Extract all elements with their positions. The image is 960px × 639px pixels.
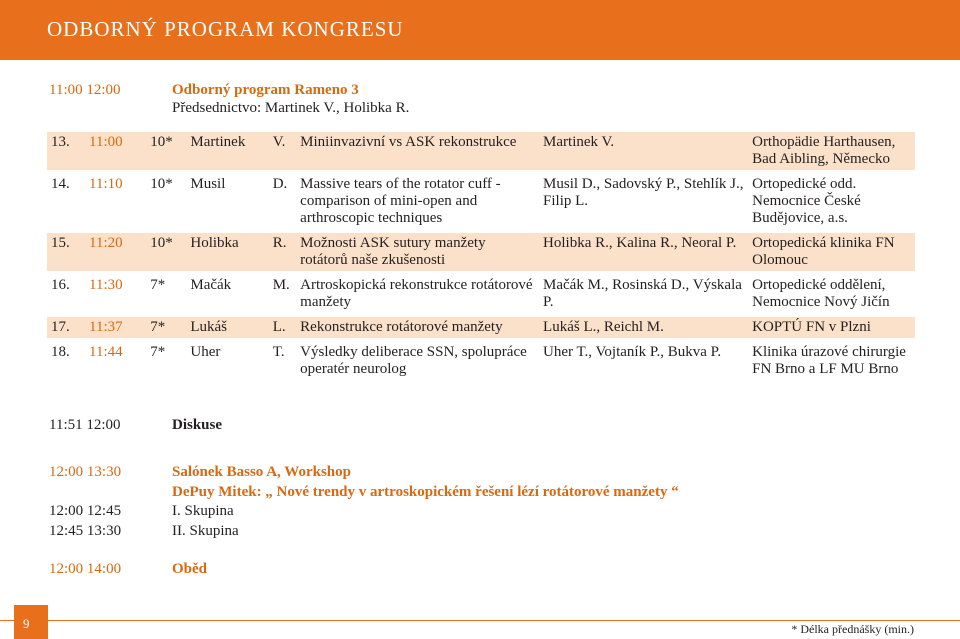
talk-title: Miniinvazivní vs ASK rekonstrukce	[296, 132, 539, 170]
talk-time: 11:00	[85, 132, 146, 170]
workshop-subtitle: DePuy Mitek: „ Nové trendy v artroskopickém řešení lézí rotátorové manžety “	[172, 484, 679, 500]
talk-time: 11:10	[85, 174, 146, 229]
session-chairs: Předsednictvo: Martinek V., Holibka R.	[172, 100, 410, 116]
diskuse-time: 11:51 12:00	[49, 417, 121, 433]
talk-number: 17.	[47, 317, 85, 338]
talk-duration: 10*	[146, 174, 186, 229]
talk-authors: Uher T., Vojtaník P., Bukva P.	[539, 342, 748, 380]
speaker-surname: Holibka	[186, 233, 268, 271]
speaker-initial: V.	[269, 132, 296, 170]
speaker-initial: M.	[269, 275, 296, 313]
talk-duration: 10*	[146, 132, 186, 170]
table-row	[47, 174, 915, 229]
talk-number: 14.	[47, 174, 85, 229]
talk-authors: Holibka R., Kalina R., Neoral P.	[539, 233, 748, 271]
talk-institution: KOPTÚ FN v Plzni	[748, 317, 915, 338]
session-title: Odborný program Rameno 3	[172, 82, 359, 98]
group-label: II. Skupina	[172, 523, 239, 539]
talk-title: Massive tears of the rotator cuff - comparison of mini-open and arthroscopic techniques	[296, 174, 539, 229]
speaker-surname: Lukáš	[186, 317, 268, 338]
talk-number: 13.	[47, 132, 85, 170]
talk-authors: Lukáš L., Reichl M.	[539, 317, 748, 338]
talk-number: 16.	[47, 275, 85, 313]
talk-institution: Ortopedická klinika FN Olomouc	[748, 233, 915, 271]
group-time: 12:45 13:30	[49, 523, 122, 539]
talk-time: 11:44	[85, 342, 146, 380]
speaker-initial: D.	[269, 174, 296, 229]
footer-rule	[0, 620, 960, 621]
workshop-title: Salónek Basso A, Workshop	[172, 464, 351, 480]
talk-title: Rekonstrukce rotátorové manžety	[296, 317, 539, 338]
lunch-label: Oběd	[172, 561, 208, 577]
table-row	[47, 342, 915, 380]
speaker-initial: R.	[269, 233, 296, 271]
speaker-surname: Mačák	[186, 275, 268, 313]
talk-duration: 7*	[146, 275, 186, 313]
speaker-surname: Uher	[186, 342, 268, 380]
talk-title: Výsledky deliberace SSN, spolupráce operatér neurolog	[296, 342, 539, 380]
program-table	[47, 128, 915, 384]
footnote: * Délka přednášky (min.)	[791, 622, 914, 636]
talk-authors: Martinek V.	[539, 132, 748, 170]
table-row	[47, 317, 915, 338]
page-number-box	[14, 605, 48, 639]
speaker-surname: Martinek	[186, 132, 268, 170]
page-number: 9	[23, 616, 30, 631]
talk-title: Artroskopická rekonstrukce rotátorové manžety	[296, 275, 539, 313]
talk-duration: 7*	[146, 342, 186, 380]
speaker-surname: Musil	[186, 174, 268, 229]
session-time: 11:00 12:00	[49, 82, 121, 98]
talk-number: 15.	[47, 233, 85, 271]
table-row	[47, 233, 915, 271]
header-banner	[0, 0, 960, 60]
workshop-time: 12:00 13:30	[49, 464, 122, 480]
talk-institution: Orthopädie Harthausen, Bad Aibling, Německo	[748, 132, 915, 170]
talk-authors: Mačák M., Rosinská D., Výskala P.	[539, 275, 748, 313]
talk-institution: Klinika úrazové chirurgie FN Brno a LF MU Brno	[748, 342, 915, 380]
talk-number: 18.	[47, 342, 85, 380]
talk-institution: Ortopedické odd. Nemocnice České Budějovice, a.s.	[748, 174, 915, 229]
page-title: ODBORNÝ PROGRAM KONGRESU	[47, 17, 404, 41]
talk-time: 11:37	[85, 317, 146, 338]
table-row	[47, 132, 915, 170]
speaker-initial: L.	[269, 317, 296, 338]
table-row	[47, 275, 915, 313]
group-label: I. Skupina	[172, 503, 234, 519]
group-time: 12:00 12:45	[49, 503, 122, 519]
talk-duration: 7*	[146, 317, 186, 338]
talk-authors: Musil D., Sadovský P., Stehlík J., Filip L.	[539, 174, 748, 229]
speaker-initial: T.	[269, 342, 296, 380]
talk-time: 11:20	[85, 233, 146, 271]
diskuse-label: Diskuse	[172, 417, 223, 433]
lunch-time: 12:00 14:00	[49, 561, 122, 577]
talk-institution: Ortopedické oddělení, Nemocnice Nový Jičín	[748, 275, 915, 313]
talk-time: 11:30	[85, 275, 146, 313]
talk-title: Možnosti ASK sutury manžety rotátorů naše zkušenosti	[296, 233, 539, 271]
talk-duration: 10*	[146, 233, 186, 271]
